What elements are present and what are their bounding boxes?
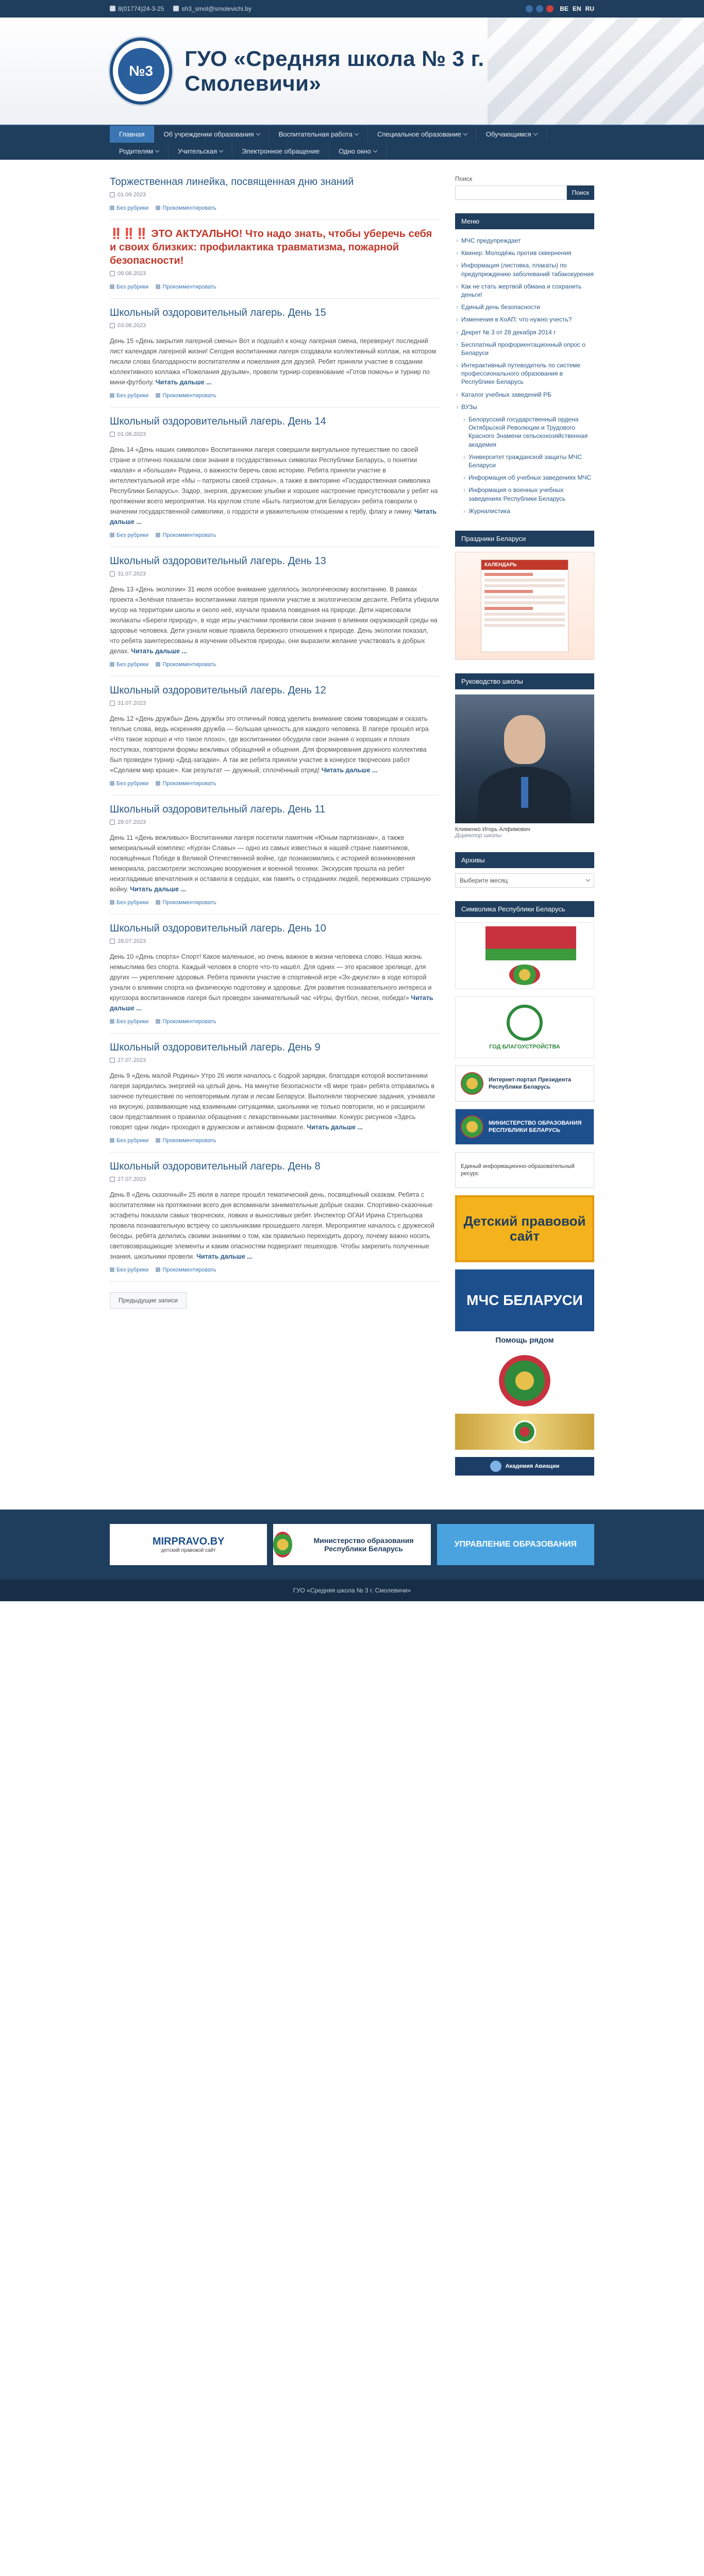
- post-excerpt: День 12 «День дружбы» День дружбы это отличный повод уделить внимание своим товарищам и сказать теплые слова, ведь искренняя дружба — большая ценность для каждого человека. В лагере прошёл игра «Что такое хорошо и что такое плохо», где воспитанники обсудили свои знания о хороших и плохих поступках, повторили формы вежливых обращений и общения. Для формирования дружного коллектива был проведен турнир «Дед-загадки». А так же ребята приняли участие в конкурсе творческих работ «Сделаем мир краше». Как результат — дружный, сплочённый отряд! Читать дальше ...: [110, 715, 429, 774]
- post-date: 28.07.2023: [110, 819, 440, 825]
- post-comment-link[interactable]: Прокомментировать: [156, 532, 216, 538]
- comment-icon: [156, 206, 160, 210]
- search-input[interactable]: [455, 185, 567, 200]
- nav-item-label: Главная: [119, 130, 145, 138]
- calendar-header: КАЛЕНДАРЬ: [481, 560, 568, 570]
- post-category-link[interactable]: Без рубрики: [110, 1138, 148, 1144]
- sidebar-menu-item[interactable]: › Информация о военных учебных заведениях Республики Беларусь: [455, 484, 594, 504]
- post-excerpt: День 13 «День экологии» 31 июля особое внимание уделялось экологическому воспитанию. В рамках проекта «Зелёная планета» воспитанники лагеря приняли участие в экологическом десанте. Ребята убирали мусор на территории школы и около неё, изучали правила поведения на природе. Дети нарисовали эколакаты «Береги природу», в ходе игры участники проявили свои знания о влиянии окружающей среды на здоровье человека. Дети узнали новые правила бережного отношения к природе. День экологии показал, что ребята заинтересованы в изучении объектов природы, они выразили желание участвовать в добрых делах. Читать дальше ...: [110, 586, 439, 655]
- post-date: 31.07.2023: [110, 571, 440, 577]
- search-label: Поиск: [455, 175, 473, 182]
- folder-icon: [110, 206, 114, 210]
- calendar-icon: [110, 701, 115, 706]
- nav-item[interactable]: [329, 143, 387, 160]
- post: [110, 220, 440, 299]
- ministry-banner[interactable]: [455, 1109, 594, 1145]
- read-more-link[interactable]: Читать дальше ...: [307, 1124, 363, 1131]
- folder-icon: [110, 662, 114, 667]
- sidebar-menu-item[interactable]: › Как не стать жертвой обмана и сохранить деньги!: [455, 280, 594, 301]
- post: [110, 914, 440, 1033]
- president-portal-text: Интернет-портал Президента Республики Беларусь: [489, 1076, 572, 1090]
- mchs-banner[interactable]: [455, 1269, 594, 1331]
- emblem-banner[interactable]: [455, 1355, 594, 1406]
- footer-ministry-banner[interactable]: [273, 1524, 430, 1565]
- post-meta: [110, 284, 440, 290]
- phone-contact[interactable]: 8(01774)24-3-25: [110, 5, 164, 12]
- sidebar-menu-item[interactable]: › Информация (листовка, плакаты) по предупреждению заболеваний табакокурения: [455, 259, 594, 280]
- lang-be[interactable]: BE: [560, 5, 568, 12]
- post-category-link[interactable]: Без рубрики: [110, 205, 148, 211]
- post-date: 27.07.2023: [110, 1057, 440, 1063]
- post-title[interactable]: Школьный оздоровительный лагерь. День 12: [110, 685, 326, 696]
- previous-posts-button[interactable]: Предыдущие записи: [110, 1292, 187, 1309]
- academy-logo-icon: [490, 1461, 501, 1472]
- post-meta: [110, 900, 440, 906]
- post-comment-link[interactable]: Прокомментировать: [156, 1019, 216, 1025]
- post: [110, 676, 440, 795]
- president-portal-banner[interactable]: [455, 1065, 594, 1101]
- comment-icon: [156, 533, 160, 537]
- chevron-down-icon: [155, 148, 159, 152]
- symbols-widget: [455, 901, 594, 1476]
- sidebar-menu-item[interactable]: › Квинер: Молодёжь против сквернения: [455, 247, 594, 259]
- nav-item-label: Электронное обращение: [242, 147, 320, 155]
- search-button[interactable]: Поиск: [567, 185, 594, 200]
- post-date: 28.07.2023: [110, 938, 440, 944]
- help-nearby-text: Помощь рядом: [495, 1336, 554, 1345]
- chevron-down-icon: [586, 877, 590, 882]
- vk-icon[interactable]: [526, 5, 533, 12]
- sidebar: [455, 175, 594, 1489]
- nav-row: [110, 143, 594, 160]
- post-meta: [110, 205, 440, 211]
- holidays-widget: [455, 531, 594, 660]
- sidebar-menu-item[interactable]: › Бесплатный профориентационный опрос о Беларуси: [455, 338, 594, 359]
- post-meta: [110, 1019, 440, 1025]
- nav-item[interactable]: [154, 126, 269, 143]
- folder-icon: [110, 781, 114, 786]
- education-department-text: УПРАВЛЕНИЕ ОБРАЗОВАНИЯ: [454, 1539, 577, 1549]
- nav-item-label: Учительская: [178, 147, 217, 155]
- comment-icon: [156, 393, 160, 398]
- post-date: 01.09.2023: [110, 192, 440, 198]
- copyright-text: ГУО «Средняя школа № 3 г. Смолевичи»: [293, 1586, 411, 1594]
- info-resource-banner[interactable]: [455, 1152, 594, 1188]
- post-comment-link[interactable]: Прокомментировать: [156, 205, 216, 211]
- calendar-icon: [110, 571, 115, 577]
- post-comment-link[interactable]: Прокомментировать: [156, 900, 216, 906]
- comment-icon: [156, 1267, 160, 1272]
- mirpravo-text: MIRPRAVO.BY: [152, 1535, 225, 1547]
- folder-icon: [110, 1267, 114, 1272]
- post-comment-link[interactable]: Прокомментировать: [156, 284, 216, 290]
- post: [110, 299, 440, 408]
- post: [110, 795, 440, 914]
- post-title[interactable]: Школьный оздоровительный лагерь. День 8: [110, 1161, 321, 1172]
- state-symbols-banner[interactable]: [455, 922, 594, 989]
- emblem-icon: [461, 1115, 483, 1138]
- post-meta: [110, 662, 440, 668]
- post-date: 01.08.2023: [110, 431, 440, 437]
- post-comment-link[interactable]: Прокомментировать: [156, 393, 216, 399]
- top-bar: [0, 0, 704, 18]
- comment-icon: [156, 781, 160, 786]
- read-more-link[interactable]: Читать дальше ...: [196, 1253, 253, 1260]
- post-title[interactable]: Школьный оздоровительный лагерь. День 11: [110, 804, 326, 815]
- holidays-calendar-banner[interactable]: [455, 552, 594, 660]
- post-excerpt: День 15 «День закрытия лагерной смены» Вот и подошёл к концу лагерная смена, перевернут последний лист календаря лагерной жизни! Сегодня воспитанники лагеря создавали коллективный коллаж, на котором писали слова благодарности воспитателям и пожелания для друзей. Ребят приняли участие в создании коллективного коллажа «Пожелания друзьям», провели турнир-соревнование «Готов помочь» и турнир по мини-футболу. Читать дальше ...: [110, 337, 437, 386]
- post-date: 09.08.2023: [110, 270, 440, 277]
- post-title[interactable]: Школьный оздоровительный лагерь. День 10: [110, 923, 326, 934]
- nav-row: [110, 126, 594, 143]
- post: [110, 175, 440, 220]
- footer-banners: [0, 1510, 704, 1580]
- comment-icon: [156, 662, 160, 667]
- phone-icon: [110, 6, 115, 11]
- post-excerpt: День 14 «День наших символов» Воспитанники лагеря совершили виртуальное путешествие по своей стране и отлично показали свои знания в государственных символах Республики Беларусь, о понятии «малая» и «большая» Родина, о важности беречь свою историю. Ребята приняли участие в интеллектуальной игре «Мы – патриоты своей страны», а также в викторине «Государственная символика Республики Беларусь». Задор, энергия, дружеские улыбки и хорошее настроение присутствовали у ребят на протяжении всего мероприятия. На круглом столе «Быть патриотом для Беларуси» ребята говорили о значении государственной символики, о гордости и уважительном отношении к гербу, флагу и гимну. Читать дальше ...: [110, 446, 438, 526]
- folder-icon: [110, 1138, 114, 1143]
- comment-icon: [156, 1019, 160, 1024]
- post: [110, 408, 440, 547]
- nav-item[interactable]: [232, 143, 329, 160]
- gold-emblem-banner[interactable]: [455, 1414, 594, 1450]
- facebook-icon[interactable]: [536, 5, 543, 12]
- aviation-academy-text: Академия Авиации: [505, 1463, 560, 1469]
- school-logo[interactable]: [110, 38, 172, 105]
- sidebar-menu-item[interactable]: › Интерактивный путеводитель по системе профессионального образования в Республике Беларусь: [455, 359, 594, 388]
- post-title[interactable]: Школьный оздоровительный лагерь. День 13: [110, 555, 326, 567]
- sidebar-menu-item[interactable]: › МЧС предупреждает: [455, 234, 594, 247]
- post-title[interactable]: Школьный оздоровительный лагерь. День 14: [110, 416, 326, 427]
- calendar-icon: [110, 432, 115, 437]
- lang-ru[interactable]: RU: [585, 5, 594, 12]
- kids-law-site-banner[interactable]: [455, 1195, 594, 1262]
- sidebar-menu-item[interactable]: › Информация об учебных заведениях МЧС: [455, 471, 594, 484]
- calendar-icon: [110, 271, 115, 276]
- nav-item[interactable]: [169, 143, 232, 160]
- read-more-link[interactable]: Читать дальше ...: [110, 994, 433, 1012]
- read-more-link[interactable]: Читать дальше ...: [155, 379, 212, 386]
- menu-widget: [455, 213, 594, 517]
- post-date: 03.08.2023: [110, 323, 440, 329]
- site-header: [0, 18, 704, 125]
- read-more-link[interactable]: Читать дальше ...: [321, 767, 378, 774]
- language-switcher: [560, 5, 594, 12]
- symbols-widget-title: Символика Республики Беларусь: [455, 901, 594, 917]
- director-widget: [455, 673, 594, 839]
- youtube-icon[interactable]: [546, 5, 554, 12]
- post-comment-link[interactable]: Прокомментировать: [156, 1138, 216, 1144]
- archive-select[interactable]: [455, 873, 594, 888]
- director-widget-title: Руководство школы: [455, 673, 594, 689]
- director-name: Клименко Игорь Алфимович: [455, 826, 530, 833]
- post: [110, 1153, 440, 1282]
- comment-icon: [156, 1138, 160, 1143]
- post-meta: [110, 1267, 440, 1273]
- nav-item-label: Родителям: [119, 147, 154, 155]
- footer-ministry-text: Министерство образования Республики Беларусь: [313, 1536, 414, 1553]
- post-category-link[interactable]: Без рубрики: [110, 532, 148, 538]
- post-category-link[interactable]: Без рубрики: [110, 900, 148, 906]
- post-category-link[interactable]: Без рубрики: [110, 662, 148, 668]
- search-widget: [455, 175, 594, 200]
- post-title[interactable]: ‼️‼️‼️ ЭТО АКТУАЛЬНО! Что надо знать, чтобы уберечь себя и своих близких: профилактика травматизма, пожарной безопасности!: [110, 228, 432, 266]
- nav-item[interactable]: [110, 126, 154, 143]
- info-resource-text: Единый информационно-образовательный ресурс: [461, 1163, 575, 1177]
- aviation-academy-banner[interactable]: [455, 1457, 594, 1476]
- post-date: 31.07.2023: [110, 700, 440, 706]
- post-title[interactable]: Школьный оздоровительный лагерь. День 15: [110, 307, 326, 318]
- mail-icon: [173, 6, 179, 11]
- nav-item[interactable]: [110, 143, 169, 160]
- emblem-icon: [273, 1532, 292, 1557]
- footer-bottom: [0, 1580, 704, 1601]
- post-comment-link[interactable]: Прокомментировать: [156, 662, 216, 668]
- nav-item[interactable]: [270, 126, 368, 143]
- archive-widget-title: Архивы: [455, 852, 594, 868]
- comment-icon: [156, 900, 160, 905]
- nav-item-label: Обучающимся: [485, 130, 531, 138]
- sidebar-menu-item[interactable]: › Каталог учебных заведений РБ: [455, 388, 594, 401]
- folder-icon: [110, 900, 114, 905]
- post-meta: [110, 1138, 440, 1144]
- menu-widget-title: Меню: [455, 213, 594, 229]
- nav-item-label: Специальное образование: [377, 130, 461, 138]
- sidebar-menu-item[interactable]: › Изменения в КоАП: что нужно учесть?: [455, 313, 594, 326]
- belarus-emblem-icon: [509, 964, 540, 985]
- site-title[interactable]: ГУО «Средняя школа № 3 г. Смолевичи»: [185, 46, 484, 95]
- post-excerpt: День 8 «День сказочный» 25 июля в лагере прошёл тематический день, посвящённый сказкам. Ребята с воспитателями на протяжении всего дня вспоминали занимательные добрые сказки. Спортивно-сказочные эстафеты показали самых творческих, ловких и выносливых ребят. Инспектор ОГАИ Ирина Стрельцова провела познавательную встречу со школьниками прошедшего лагеря. Мероприятие началось с дружеской беседы, ребята делились своими знаниями о том, как правильно переходить дорогу, почему важно носить световозвращающие элементы и каким опасностям подвергают пешеходов. Чтобы закрепить полученные знания, школьники провели. Читать дальше ...: [110, 1191, 434, 1260]
- sidebar-menu-item[interactable]: › Белорусский государственный ордена Октябрьской Революции и Трудового Красного Знамени сельскохозяйственная академия: [455, 413, 594, 451]
- emblem-icon: [513, 1420, 536, 1443]
- kids-law-site-text: Детский правовой сайт: [463, 1213, 586, 1244]
- sidebar-menu-item[interactable]: › ВУЗы: [455, 401, 594, 413]
- ministry-text: МИНИСТЕРСТВО ОБРАЗОВАНИЯ РЕСПУБЛИКИ БЕЛАРУСЬ: [489, 1120, 582, 1133]
- post-meta: [110, 781, 440, 787]
- comment-icon: [156, 284, 160, 289]
- post-excerpt: День 11 «День вежливых» Воспитанники лагеря посетили памятник «Юным партизанам», а также мемориальный комплекс «Курган Славы» — одно из самых известных в нашей стране памятников, посвящённых Победе в Великой Отечественной войне, где познакомились с историей возникновения мемориала, рассмотрели экспозицию вооружения и военной техники. Экскурсия прошла на ребят неизгладимые впечатления и оставила в сердцах, как память о страданиях людей, переживших страшную войну. Читать дальше ...: [110, 834, 431, 893]
- calendar-icon: [110, 323, 115, 328]
- calendar-icon: [110, 820, 115, 825]
- post-title[interactable]: Школьный оздоровительный лагерь. День 9: [110, 1042, 321, 1053]
- sidebar-menu-item[interactable]: › Единый день безопасности: [455, 301, 594, 313]
- mirpravo-banner[interactable]: [110, 1524, 267, 1565]
- social-links: [526, 5, 554, 12]
- chevron-down-icon: [219, 148, 223, 152]
- main-navigation: [0, 125, 704, 160]
- education-department-banner[interactable]: [437, 1524, 594, 1565]
- folder-icon: [110, 533, 114, 537]
- lang-en[interactable]: EN: [572, 5, 581, 12]
- archive-widget: [455, 852, 594, 888]
- nav-item-label: Об учреждении образования: [163, 130, 254, 138]
- read-more-link[interactable]: Читать дальше ...: [130, 886, 186, 893]
- nav-item[interactable]: [368, 126, 477, 143]
- email-contact[interactable]: sh3_smol@smolevichi.by: [173, 5, 252, 12]
- year-banner-text: ГОД БЛАГОУСТРОЙСТВА: [489, 1043, 560, 1050]
- folder-icon: [110, 393, 114, 398]
- calendar-icon: [110, 1058, 115, 1063]
- nav-item-label: Одно окно: [339, 147, 371, 155]
- post-date: 27.07.2023: [110, 1176, 440, 1182]
- post: [110, 1033, 440, 1153]
- post-category-link[interactable]: Без рубрики: [110, 1019, 148, 1025]
- year-logo-icon: [507, 1005, 543, 1041]
- chevron-down-icon: [373, 148, 377, 152]
- post-category-link[interactable]: Без рубрики: [110, 393, 148, 399]
- chevron-down-icon: [256, 131, 260, 135]
- mchs-text: МЧС БЕЛАРУСИ: [466, 1292, 583, 1308]
- calendar-icon: [110, 939, 115, 944]
- logo-emblem: №3: [118, 48, 164, 94]
- state-emblem-icon: [499, 1355, 550, 1406]
- main-area: [0, 160, 704, 1489]
- post-excerpt: День 9 «День малой Родины» Утро 26 июля началось с бодрой зарядки, благодаря которой воспитанники лагеря зарядились энергией на целый день. На минутке безопасности «В мире трав» ребята отправились в заочное путешествие по неповторимым лугам и лесам Беларуси. Выполняли творческие задания, узнавали на вкусную, развивающие над взаимными ситуациями, школьники не только повторили, но и расширили свои представления о правилах обращения с лекарственными растениями. Конкурс рисунков «Здесь говорят одни люди» проходил в дружеском и активном формате. Читать дальше ...: [110, 1072, 435, 1131]
- chevron-down-icon: [355, 131, 359, 135]
- post: [110, 547, 440, 676]
- post-comment-link[interactable]: Прокомментировать: [156, 1267, 216, 1273]
- nav-item[interactable]: [477, 126, 547, 143]
- post-comment-link[interactable]: Прокомментировать: [156, 781, 216, 787]
- chevron-down-icon: [463, 131, 467, 135]
- chevron-down-icon: [533, 131, 538, 135]
- posts-list: [110, 175, 440, 1489]
- sidebar-menu-item[interactable]: › Университет гражданской защиты МЧС Беларуси: [455, 451, 594, 471]
- folder-icon: [110, 1019, 114, 1024]
- sidebar-menu-item[interactable]: › Декрет № 3 от 28 декабря 2014 г: [455, 326, 594, 338]
- post-excerpt: День 10 «День спорта» Спорт! Какое маленькое, но очень важное в жизни человека слово. Наша жизнь немыслима без спорта. Каждый человек в спорте что-то нашёл. Для одних — это красивое зрелище, для других — укрепление здоровья. Ребята приняли участие в спортивной игре «Эх-джунгли» в ходе которой узнали о влиянии спорта на физическую подготовку и здоровье. Для развития познавательного интереса и кругозора воспитанников лагеря был проведен занимательный час «Игры, футбол, песни, победа!» Читать дальше ...: [110, 953, 433, 1012]
- post-category-link[interactable]: Без рубрики: [110, 1267, 148, 1273]
- mirpravo-subtext: детский правовой сайт: [161, 1547, 216, 1553]
- folder-icon: [110, 284, 114, 289]
- post-meta: [110, 393, 440, 399]
- post-category-link[interactable]: Без рубрики: [110, 781, 148, 787]
- post-title[interactable]: Торжественная линейка, посвященная дню знаний: [110, 176, 354, 188]
- read-more-link[interactable]: Читать дальше ...: [131, 648, 187, 655]
- archive-select-value: Выберите месяц: [460, 876, 508, 884]
- emblem-icon: [461, 1072, 483, 1095]
- calendar-icon: [110, 192, 115, 197]
- sidebar-menu: [455, 234, 594, 517]
- calendar-image: [481, 560, 568, 652]
- post-category-link[interactable]: Без рубрики: [110, 284, 148, 290]
- nav-item-label: Воспитательная работа: [278, 130, 353, 138]
- calendar-icon: [110, 1177, 115, 1182]
- director-photo[interactable]: [455, 694, 594, 823]
- year-banner[interactable]: [455, 996, 594, 1058]
- holidays-widget-title: Праздники Беларуси: [455, 531, 594, 547]
- belarus-flag-icon: [473, 926, 576, 960]
- post-meta: [110, 532, 440, 538]
- help-nearby-link[interactable]: [455, 1333, 594, 1348]
- director-role: Директор школы: [455, 832, 502, 839]
- sidebar-menu-item[interactable]: › Журналистика: [455, 505, 594, 517]
- read-more-link[interactable]: Читать дальше ...: [110, 508, 437, 526]
